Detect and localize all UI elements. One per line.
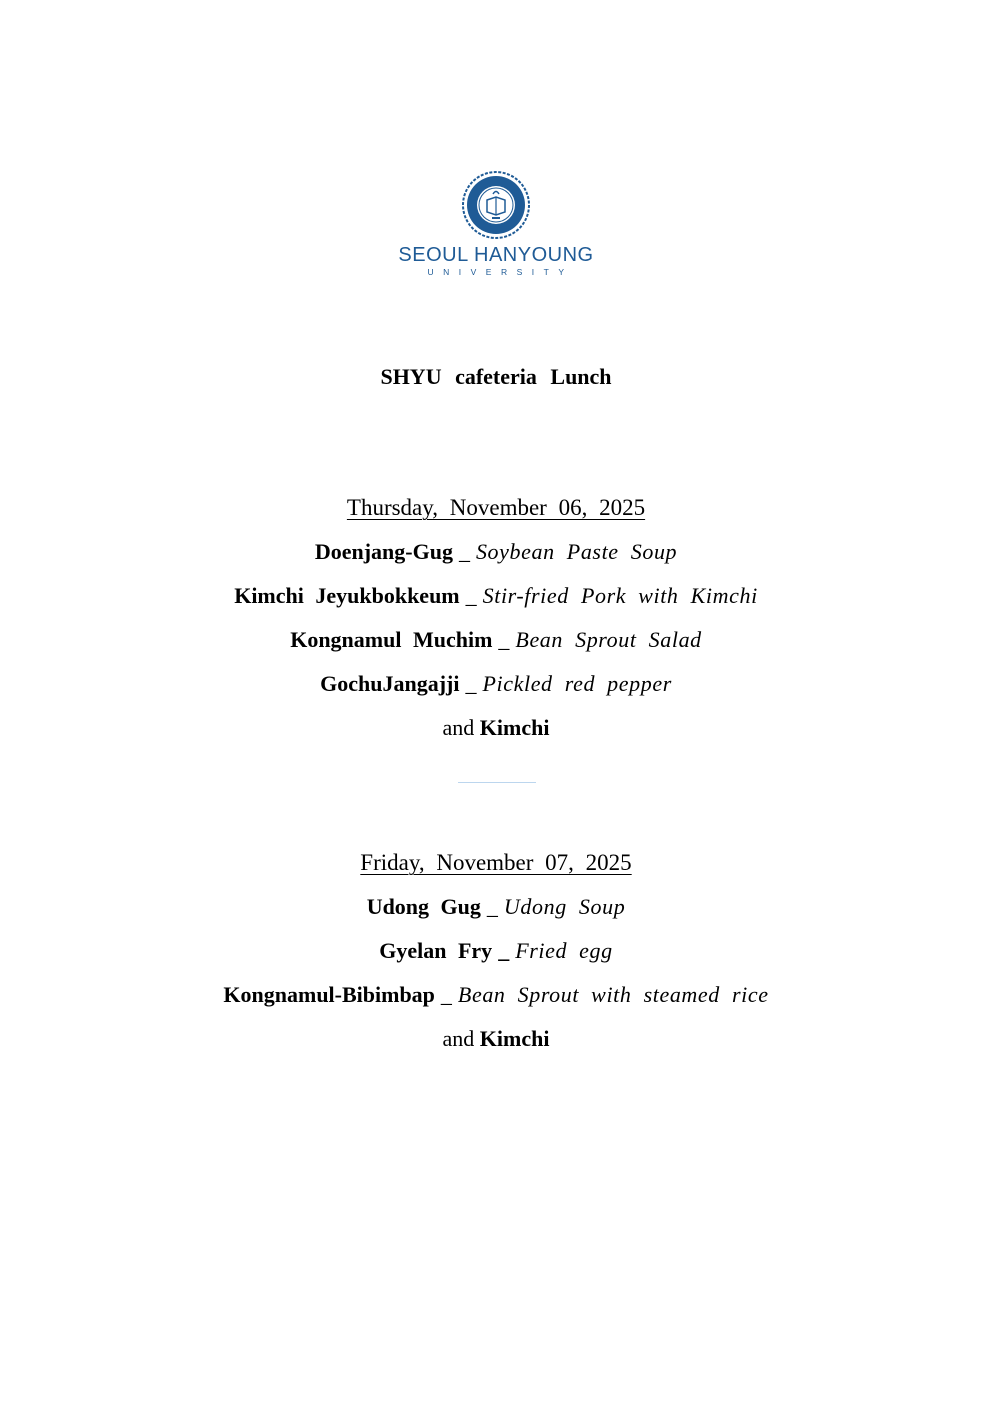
- menu-closing-side: Kimchi: [479, 1026, 550, 1051]
- menu-item-korean: Kongnamul Muchim: [290, 627, 493, 652]
- menu-item-korean: Kimchi Jeyukbokkeum: [234, 583, 460, 608]
- menu-item-separator: _: [486, 894, 498, 919]
- menu-item-korean: Kongnamul-Bibimbap: [223, 982, 435, 1007]
- day-date: Thursday, November 06, 2025: [346, 495, 646, 520]
- menu-item-english: Bean Sprout with steamed rice: [457, 982, 769, 1007]
- section-divider: [458, 782, 536, 783]
- menu-item-separator: _: [498, 938, 510, 963]
- logo-subtitle: UNIVERSITY: [427, 267, 574, 277]
- menu-item-separator: _: [440, 982, 452, 1007]
- menu-closing-and: and: [442, 715, 475, 740]
- day-section-thursday: [0, 486, 992, 750]
- menu-item: [0, 662, 992, 706]
- menu-item-english: Udong Soup: [503, 894, 626, 919]
- menu-item-korean: Doenjang-Gug: [314, 539, 453, 564]
- menu-closing: [0, 1017, 992, 1061]
- menu-item: [0, 885, 992, 929]
- menu-item-separator: _: [458, 539, 470, 564]
- day-section-friday: [0, 841, 992, 1061]
- menu-item-korean: GochuJangajji: [320, 671, 460, 696]
- day-date: Friday, November 07, 2025: [360, 850, 632, 875]
- menu-item: [0, 530, 992, 574]
- menu-item-english: Fried egg: [515, 938, 613, 963]
- menu-item-english: Stir-fried Pork with Kimchi: [482, 583, 758, 608]
- page-title: SHYU cafeteria Lunch: [380, 364, 612, 389]
- menu-item-separator: _: [465, 671, 477, 696]
- menu-item: [0, 618, 992, 662]
- menu-item-english: Bean Sprout Salad: [515, 627, 702, 652]
- menu-closing-side: Kimchi: [479, 715, 550, 740]
- menu-item-korean: Udong Gug: [366, 894, 481, 919]
- menu-item: [0, 574, 992, 618]
- logo-name: SEOUL HANYOUNG: [398, 244, 594, 266]
- menu-item-english: Pickled red pepper: [482, 671, 672, 696]
- university-logo: [396, 170, 596, 278]
- menu-closing: [0, 706, 992, 750]
- menu-item-english: Soybean Paste Soup: [475, 539, 678, 564]
- menu-item-separator: _: [465, 583, 477, 608]
- menu-item: [0, 973, 992, 1017]
- menu-item-separator: _: [498, 627, 510, 652]
- university-seal-icon: [461, 170, 531, 240]
- menu-item-korean: Gyelan Fry: [379, 938, 493, 963]
- menu-closing-and: and: [442, 1026, 475, 1051]
- menu-item: [0, 929, 992, 973]
